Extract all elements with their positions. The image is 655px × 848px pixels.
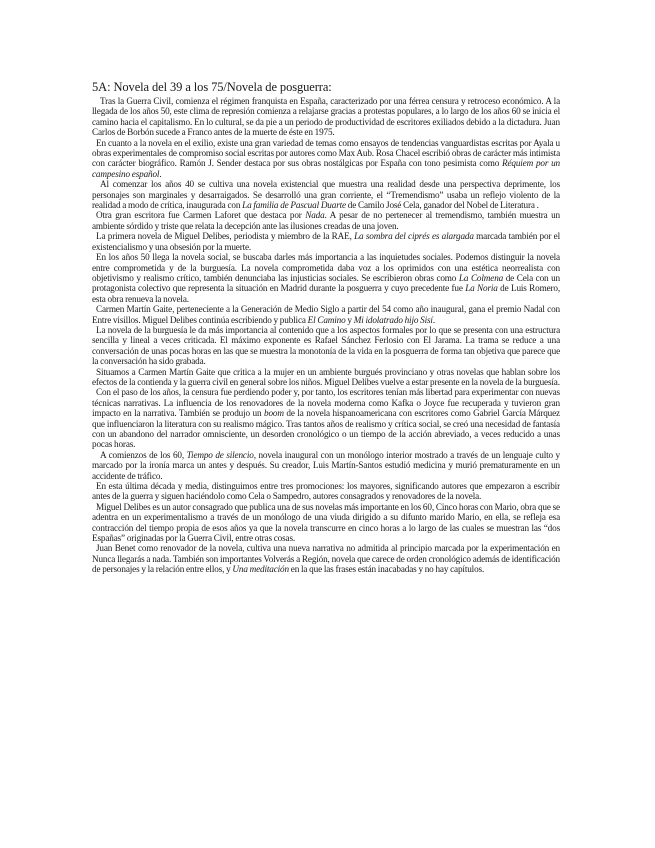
paragraph-text: , novela inaugural con un monólogo interior mostrado a través de un lenguaje culto y marcado por la ironía marca un antes y después. Su creador, Luis Martín-Santos estudió medicina y murió prematuramente en un accidente de tráfico. bbox=[92, 449, 560, 481]
paragraph bbox=[92, 210, 560, 231]
paragraph-text: de la novela hispanoamericana con escritores como Gabriel García Márquez que influenciaron la literatura con su realismo mágico. Tras tantos años de realismo y crítica social, se creó una necesidad de fantasía con un abandono del narrador omnisciente, un desorden cronológico o un tiempo de la acción abreviado, a veces reducido a unas pocas horas. bbox=[92, 408, 560, 450]
paragraph-text: y bbox=[345, 314, 354, 325]
paragraph-text: Otra gran escritora fue Carmen Laforet que destaca por bbox=[96, 210, 306, 221]
paragraph-text: A comienzos de los 60, bbox=[100, 449, 187, 460]
paragraph-text: de Cela con un protagonista colectivo que representa la situación en Madrid durante la posguerra y cuyo precedente fue bbox=[92, 272, 560, 294]
paragraph-text: marcada también por el existencialismo y una obsesión por la muerte. bbox=[92, 231, 560, 252]
italic-title: Nada bbox=[305, 210, 325, 221]
paragraph-text: de Luis Romero, esta obra renueva la novela. bbox=[92, 283, 560, 304]
paragraph-text: en la que las frases están inacabadas y no hay capítulos. bbox=[288, 564, 485, 575]
paragraph-text: Carmen Martín Gaite, perteneciente a la Generación de Medio Siglo a partir del 54 como año inaugural, gana el premio Nadal con Entre visillos. Miguel Delibes continúa escribiendo y publica bbox=[92, 304, 560, 325]
italic-title: Réquiem por un campesino español bbox=[92, 158, 560, 179]
italic-title: La sombra del ciprés es alargada bbox=[354, 231, 474, 242]
italic-title: Una meditación bbox=[232, 564, 289, 575]
paragraph-text: Tras la Guerra Civil, comienza el régimen franquista en España, caracterizado por una férrea censura y retroceso económico. A la llegada de los años 50, este clima de represión comienza a relajarse gracias a protestas populares, a lo largo de los años 60 se inicia el camino hacia el capitalismo. En lo cultural, se da pie a un periodo de productividad de escritores exiliados debido a la dictadura. Juan Carlos de Borbón sucede a Franco antes de la muerte de éste en 1975. bbox=[92, 96, 560, 138]
paragraph-text: Al comenzar los años 40 se cultiva una novela existencial que muestra una realidad desde una perspectiva deprimente, los personajes son marginales y desarraigados. Se desarrolló una gran corriente, el “Tremendismo” usaba un reflejo violento de la realidad a modo de crítica, inaugurada con bbox=[92, 179, 560, 211]
paragraph bbox=[92, 138, 560, 180]
italic-title: La Colmena bbox=[458, 272, 504, 283]
paragraph-text: Juan Benet como renovador de la novela, cultiva una nueva narrativa no admitida al principio marcada por la experimentación en Nunca llegarás a nada. También son importantes Volverás a Región, novela que carece de orden cronológico además de identificación de personajes y la relación entre ellos, y bbox=[92, 543, 560, 575]
paragraph-text: Situamos a Carmen Martín Gaite que critica a la mujer en un ambiente burgués provinciano y otras novelas que hablan sobre los efectos de la contienda y la guerra civil en general sobre los niños. Miguel Delibes vuelve a estar presente en la novela de la burguesía. bbox=[92, 366, 560, 387]
italic-title: Mi idolatrado hijo Sisí bbox=[353, 314, 433, 325]
paragraph-text: En esta última década y media, distinguimos entre tres promociones: los mayores, significando autores que empezaron a escribir antes de la guerra y siguen haciéndolo como Cela o Sampedro, autores consagrados y renovadores de la novela. bbox=[92, 481, 560, 502]
document-body bbox=[92, 96, 560, 575]
paragraph-text: Miguel Delibes es un autor consagrado que publica una de sus novelas más importante en los 60, Cinco horas con Mario, obra que se adentra en un experimentalismo a través de un monólogo de una viuda dirigido a su difunto marido Mario, en ella, se refleja esa contracción del tiempo propia de esos años ya que la novela transcurre en cinco horas a lo largo de las cuales se muestran las “dos Españas” originadas por la Guerra Civil, entre otras cosas. bbox=[92, 501, 560, 544]
paragraph bbox=[92, 252, 560, 304]
paragraph-text: En los años 50 llega la novela social, se buscaba darles más importancia a las inquietudes sociales. Podemos distinguir la novela entre comprometida y de la burguesía. La novela comprometida daba voz a los oprimidos con una estética neorrealista con objetivismo y realismo crítico, también denunciaba las injusticias sociales. Se escribieron obras como bbox=[92, 252, 560, 283]
paragraph-text: La novela de la burguesía le da más importancia al contenido que a los aspectos formales por lo que se presenta con una estructura sencilla y lineal a veces criticada. El máximo exponente es Rafael Sánchez Ferlosio con El Jarama. La trama se reduce a una conversación de unas pocas horas en las que se muestra la monotonía de la vida en la posguerra de forma tan objetiva que parece que la conversación ha sido grabada. bbox=[92, 324, 560, 367]
paragraph bbox=[92, 543, 560, 574]
italic-title: boom bbox=[264, 408, 284, 419]
paragraph-text: En cuanto a la novela en el exilio, existe una gran variedad de temas como ensayos de tendencias vanguardistas escritas por Ayala u obras experimentales de compromiso social escritas por autores como Max Aub. Rosa Chacel escribió obras de carácter más intimista con carácter biográfico. Ramón J. Sender destaca por sus obras nostálgicas por España con tono pesimista como bbox=[92, 137, 560, 169]
document-title: 5A: Novela del 39 a los 75/Novela de posguerra: bbox=[92, 80, 332, 94]
paragraph bbox=[92, 231, 560, 252]
paragraph-text: . A pesar de no pertenecer al tremendismo, también muestra un ambiente sórdido y triste que relata la decepción ante las ilusiones creadas de una joven. bbox=[92, 210, 560, 231]
paragraph-text: . bbox=[159, 168, 162, 179]
paragraph bbox=[92, 502, 560, 544]
paragraph bbox=[92, 481, 560, 502]
paragraph bbox=[92, 304, 560, 325]
paragraph bbox=[92, 96, 560, 138]
paragraph-text: La primera novela de Miguel Delibes, periodista y miembro de la RAE, bbox=[96, 231, 355, 242]
paragraph bbox=[92, 325, 560, 367]
paragraph bbox=[92, 387, 560, 449]
italic-title: La Noria bbox=[465, 283, 498, 294]
paragraph bbox=[92, 367, 560, 388]
paragraph-text: de Camilo José Cela, ganador del Nobel de Literatura . bbox=[345, 200, 539, 211]
paragraph-text: . bbox=[432, 314, 435, 325]
italic-title: Tiempo de silencio bbox=[186, 449, 254, 460]
document-page bbox=[92, 80, 560, 780]
italic-title: La familia de Pascual Duarte bbox=[242, 200, 346, 211]
italic-title: El Camino bbox=[307, 314, 346, 325]
paragraph-text: Con el paso de los años, la censura fue perdiendo poder y, por tanto, los escritores tenían más libertad para experimentar con nuevas técnicas narrativas. La influencia de los renovadores de la novela moderna como Kafka o Joyce fue recuperada y tuvieron gran impacto en la narrativa. También se produjo un bbox=[92, 387, 560, 419]
paragraph bbox=[92, 450, 560, 481]
paragraph bbox=[92, 179, 560, 210]
